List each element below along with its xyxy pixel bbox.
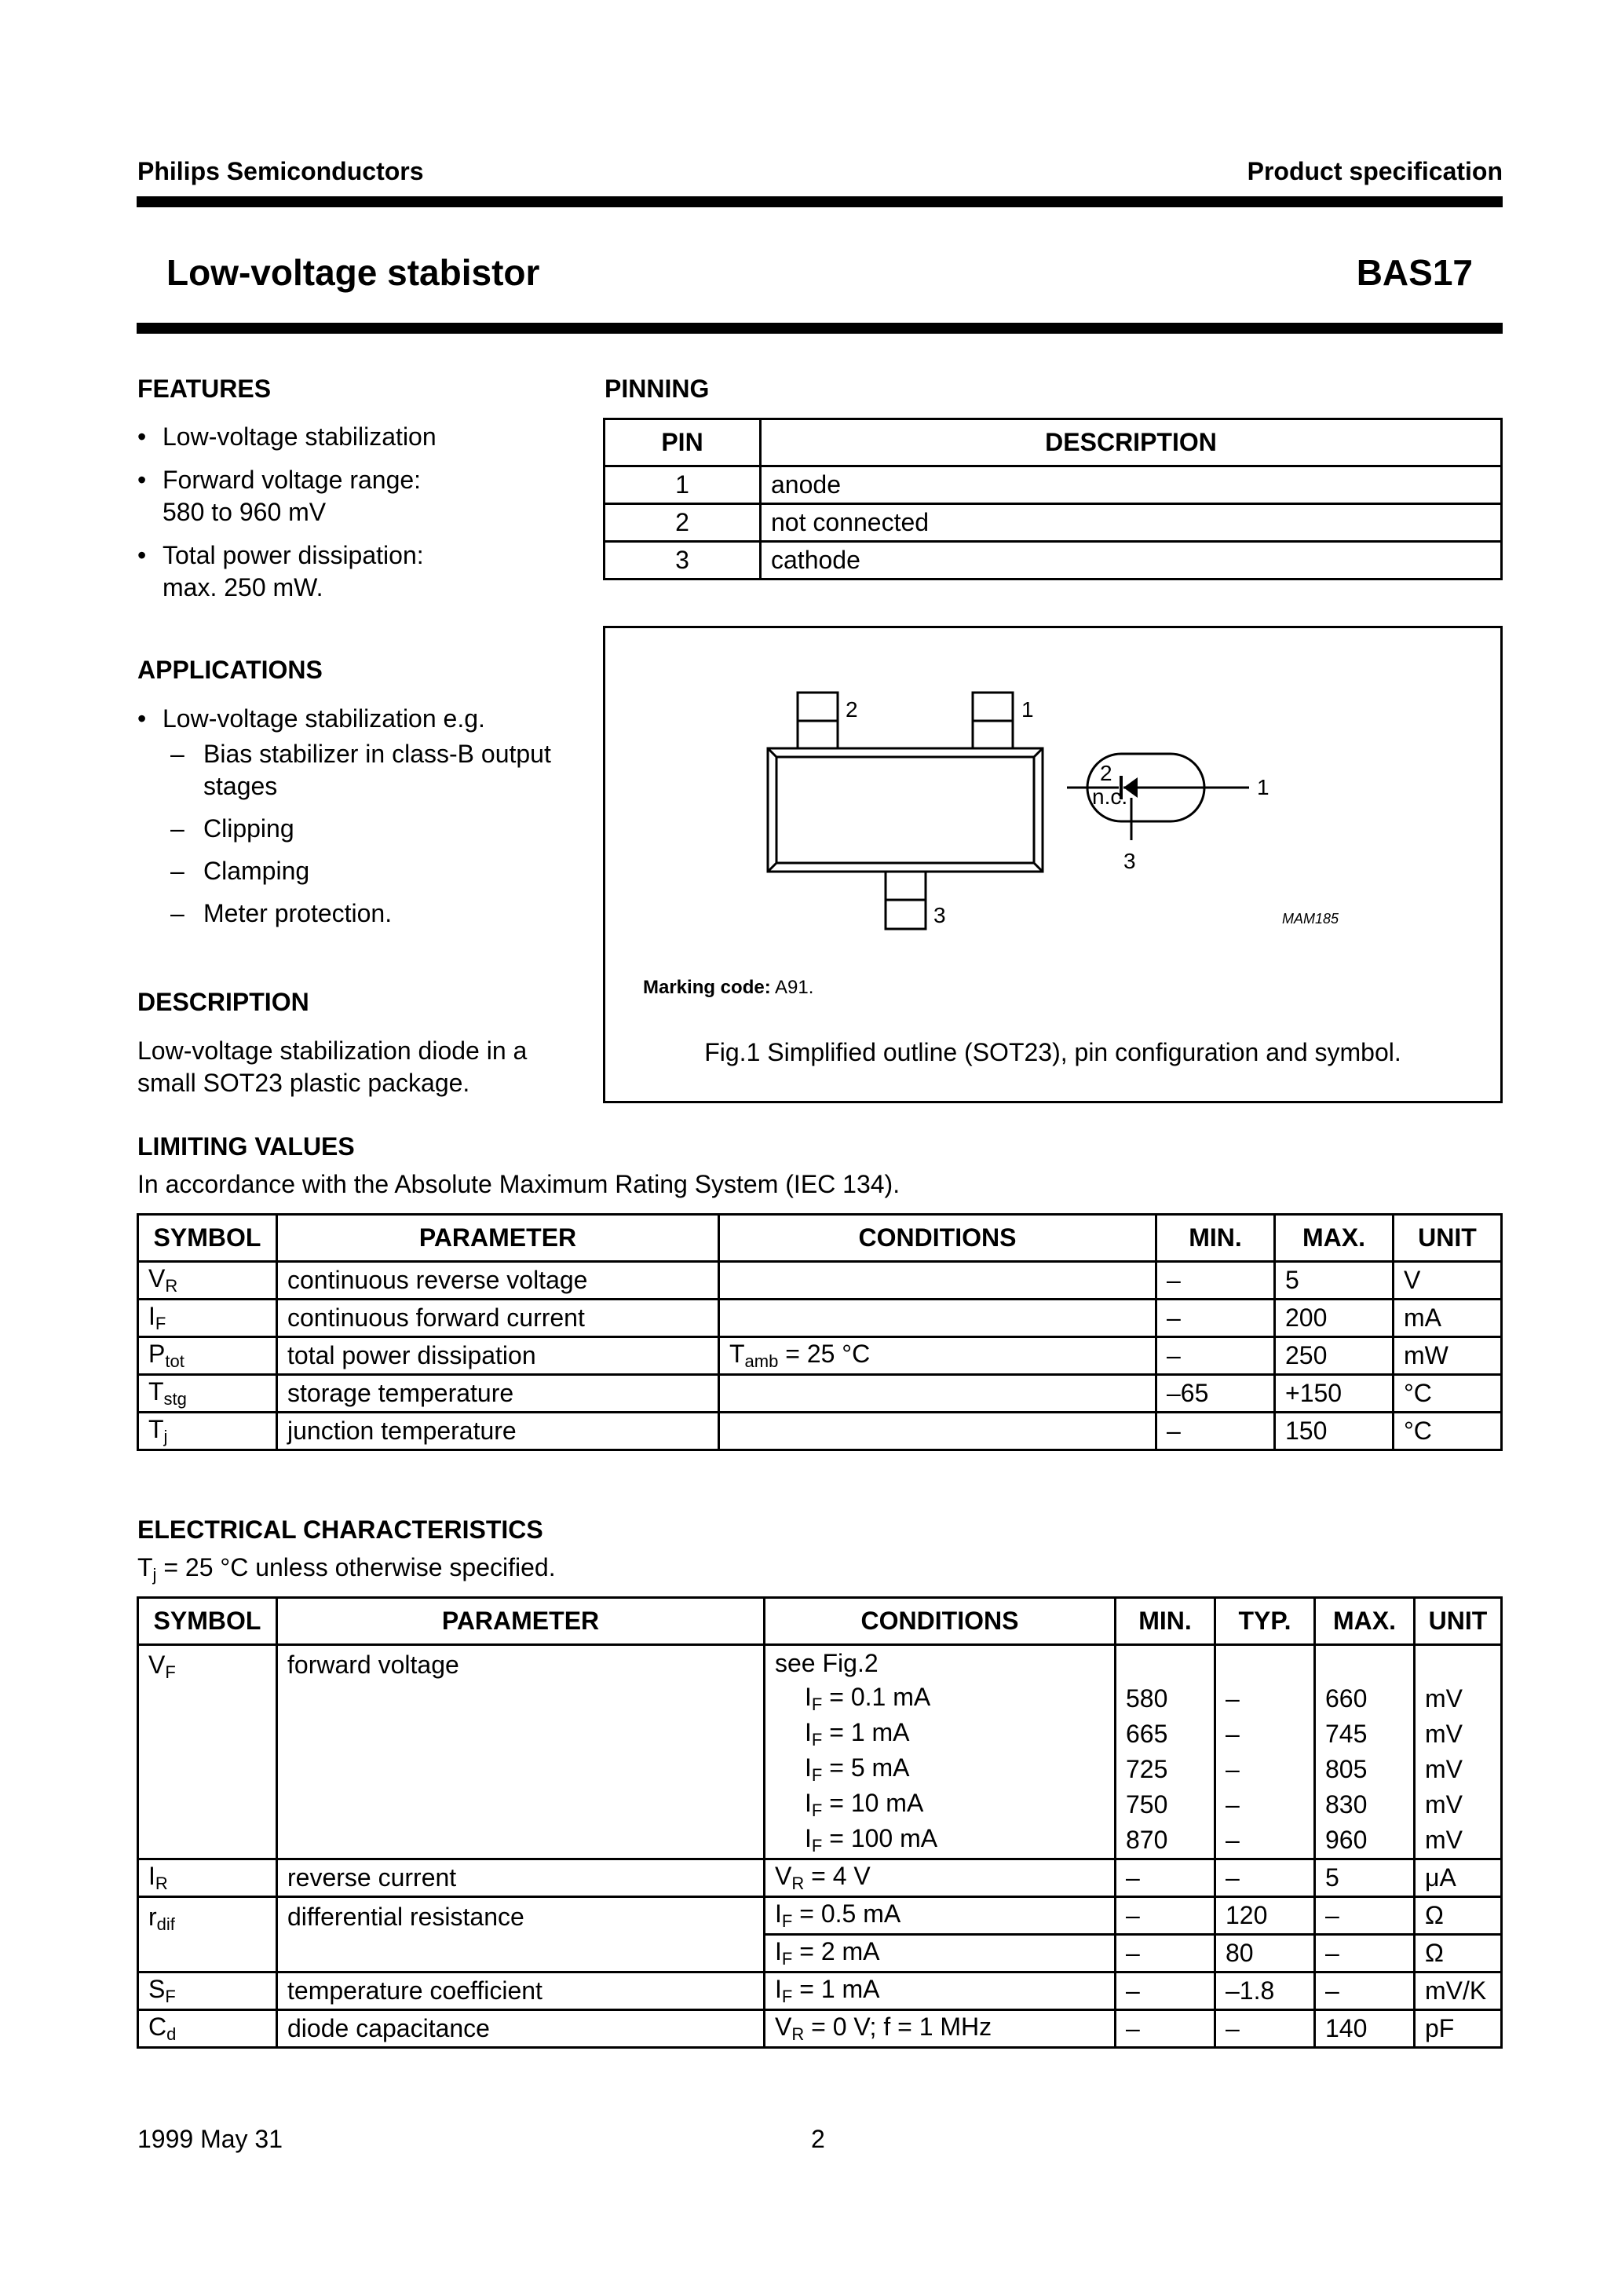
table-row: SF temperature coefficient IF = 1 mA – –1.8 – mV/K (138, 1972, 1502, 2010)
pin-label: 2 (846, 697, 858, 722)
marking-code: Marking code: A91. (643, 977, 814, 998)
list-item: • Total power dissipation: max. 250 mW. (137, 539, 577, 604)
list-item: • Low-voltage stabilization e.g. – Bias stabilizer in class-B output stages – Clipping – Clamping – Meter protection. (137, 703, 608, 930)
list-item: • Forward voltage range: 580 to 960 mV (137, 464, 577, 528)
table-row: Cd diode capacitance VR = 0 V; f = 1 MHz – – 140 pF (138, 2010, 1502, 2048)
electrical-table (137, 1596, 1503, 2049)
title-rule (137, 323, 1503, 334)
table-row: VF forward voltage see Fig.2 (138, 1645, 1502, 1682)
symbol-label: 3 (1123, 849, 1136, 873)
col-header: TYP. (1215, 1598, 1315, 1645)
table-row: IF = 1 mA 665 – 745 mV (138, 1717, 1502, 1752)
footer-date: 1999 May 31 (137, 2125, 283, 2153)
sot23-outline-diagram (605, 628, 1500, 989)
features-heading: FEATURES (137, 375, 272, 403)
table-row: rdif differential resistance IF = 0.5 mA – 120 – Ω (138, 1897, 1502, 1935)
figure-caption: Fig.1 Simplified outline (SOT23), pin configuration and symbol. (704, 1038, 1401, 1066)
table-row: IR reverse current VR = 4 V – – 5 μA (138, 1859, 1502, 1897)
table-row: IF continuous forward current – 200 mA (138, 1300, 1502, 1337)
table-row: Tstg storage temperature –65 +150 °C (138, 1375, 1502, 1413)
company-name: Philips Semiconductors (137, 157, 424, 185)
col-header: MIN. (1116, 1598, 1215, 1645)
col-header: PARAMETER (277, 1215, 719, 1262)
limiting-heading: LIMITING VALUES (137, 1132, 355, 1161)
pin-label: 3 (933, 903, 946, 927)
header-rule (137, 196, 1503, 207)
col-header: CONDITIONS (765, 1598, 1116, 1645)
electrical-intro: Tj = 25 °C unless otherwise specified. (137, 1553, 556, 1585)
table-row: IF = 100 mA 870 – 960 mV (138, 1823, 1502, 1859)
table-row: 3 cathode (605, 542, 1502, 579)
list-item: – Clipping (170, 813, 608, 845)
page-number: 2 (811, 2125, 825, 2153)
figure-reference: MAM185 (1282, 911, 1339, 927)
limiting-intro: In accordance with the Absolute Maximum Rating System (IEC 134). (137, 1170, 901, 1198)
table-row: Ptot total power dissipation Tamb = 25 °C – 250 mW (138, 1337, 1502, 1375)
list-item: • Low-voltage stabilization (137, 421, 577, 453)
pinning-heading: PINNING (605, 375, 710, 403)
document-type: Product specification (1247, 157, 1503, 185)
features-list (137, 421, 577, 615)
col-header: SYMBOL (138, 1215, 277, 1262)
col-header: UNIT (1394, 1215, 1502, 1262)
pin-label: 1 (1021, 697, 1034, 722)
applications-list (137, 703, 608, 941)
limiting-values-table (137, 1213, 1503, 1451)
col-header: PARAMETER (277, 1598, 765, 1645)
list-item: – Clamping (170, 855, 608, 887)
table-row: IF = 5 mA 725 – 805 mV (138, 1752, 1502, 1787)
symbol-label: 1 (1257, 775, 1269, 799)
symbol-label: n.c. (1092, 784, 1128, 809)
desc-col-header: DESCRIPTION (761, 419, 1502, 466)
table-row: 1 anode (605, 466, 1502, 504)
page-title: Low-voltage stabistor (166, 252, 540, 293)
electrical-heading: ELECTRICAL CHARACTERISTICS (137, 1515, 543, 1544)
symbol-label: 2 (1100, 761, 1112, 785)
table-row: VR continuous reverse voltage – 5 V (138, 1262, 1502, 1300)
pinning-table (603, 418, 1503, 580)
table-row: IF = 2 mA – 80 – Ω (138, 1935, 1502, 1972)
col-header: MAX. (1315, 1598, 1415, 1645)
description-text: Low-voltage stabilization diode in a small SOT23 plastic package. (137, 1036, 528, 1097)
col-header: MIN. (1156, 1215, 1275, 1262)
table-row: IF = 10 mA 750 – 830 mV (138, 1787, 1502, 1823)
description-heading: DESCRIPTION (137, 988, 309, 1016)
col-header: MAX. (1275, 1215, 1394, 1262)
col-header: SYMBOL (138, 1598, 277, 1645)
applications-heading: APPLICATIONS (137, 656, 323, 684)
table-row: IF = 0.1 mA 580 – 660 mV (138, 1681, 1502, 1717)
pin-col-header: PIN (605, 419, 761, 466)
col-header: CONDITIONS (719, 1215, 1156, 1262)
list-item: – Meter protection. (170, 898, 608, 930)
table-row: 2 not connected (605, 504, 1502, 542)
figure-box (603, 626, 1503, 1103)
part-number: BAS17 (1356, 252, 1473, 293)
col-header: UNIT (1415, 1598, 1502, 1645)
table-row: Tj junction temperature – 150 °C (138, 1413, 1502, 1450)
list-item: – Bias stabilizer in class-B output stages (170, 738, 608, 803)
